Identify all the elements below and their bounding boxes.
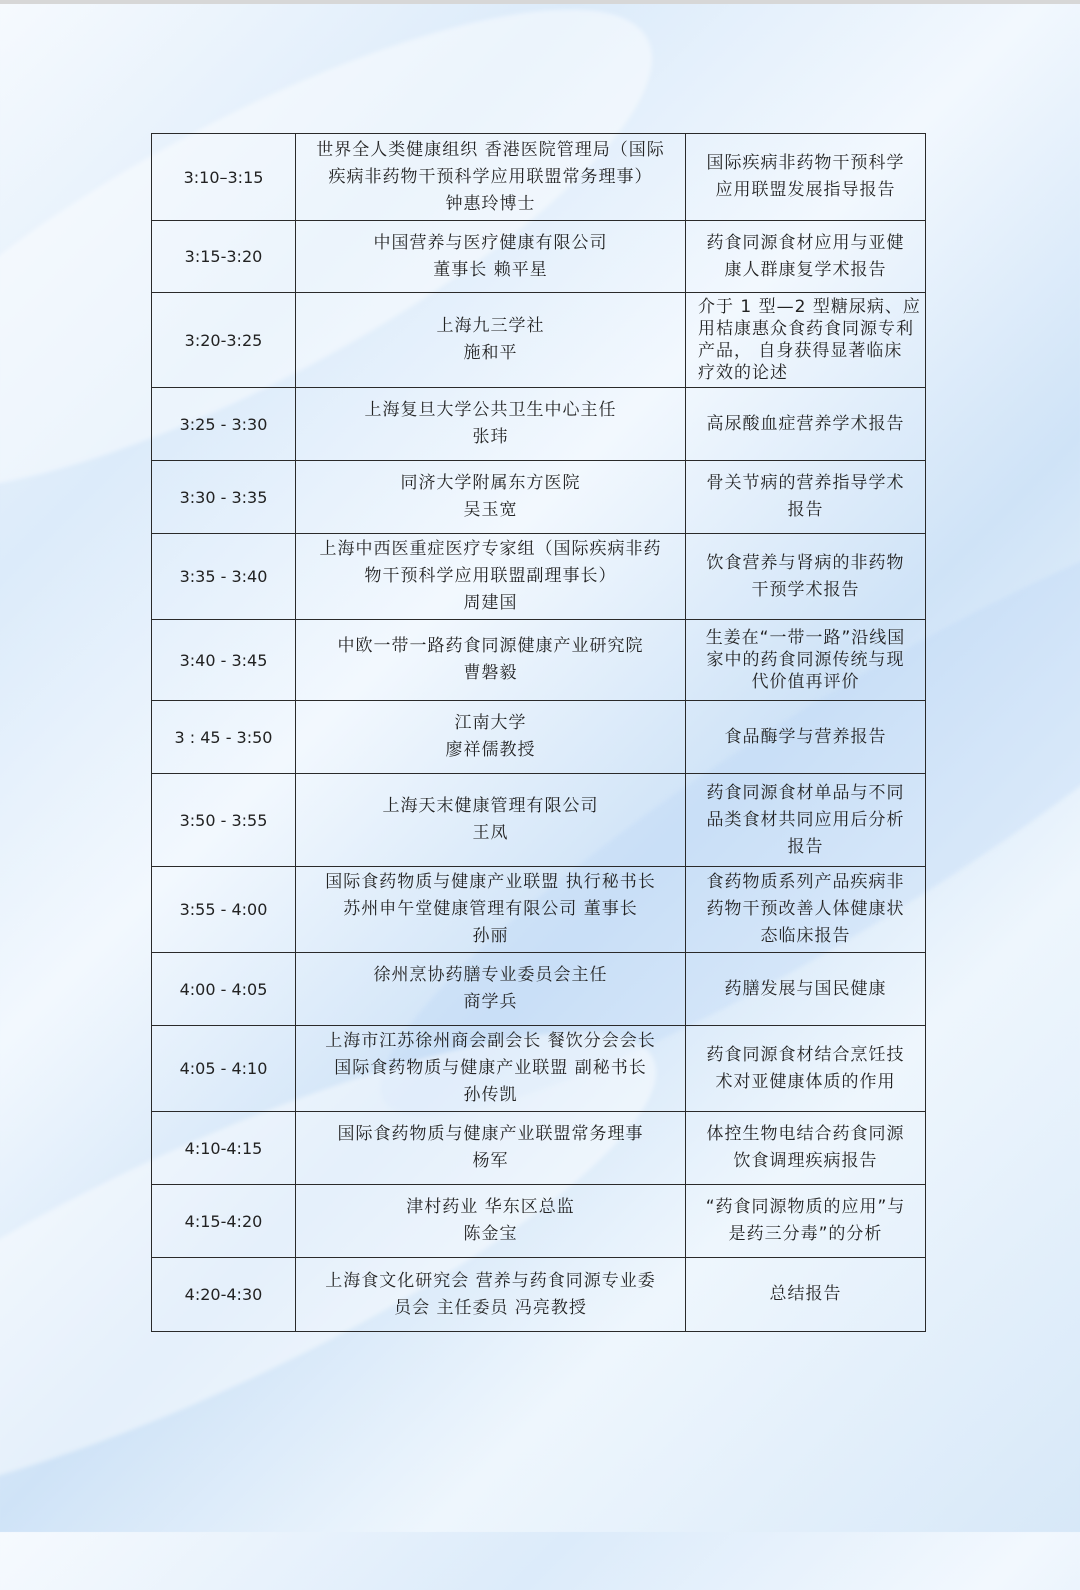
speaker-line: 国际食药物质与健康产业联盟 执行秘书长 [325, 872, 656, 892]
speaker-line: 吴玉宽 [463, 500, 518, 520]
topic-cell [686, 134, 926, 221]
topic-line: 疗效的论述 [698, 363, 788, 383]
speaker-line: 杨军 [472, 1151, 509, 1171]
time-cell: 3:20-3:25 [152, 293, 296, 388]
topic-cell [686, 1185, 926, 1258]
speaker-line: 孙传凯 [463, 1085, 518, 1105]
top-edge-strip [0, 0, 1080, 4]
topic-cell [686, 221, 926, 293]
speaker-cell [296, 293, 686, 388]
time-cell: 3:30 - 3:35 [152, 461, 296, 534]
speaker-line: 商学兵 [463, 992, 518, 1012]
speaker-line: 上海天末健康管理有限公司 [382, 796, 599, 816]
schedule-body [152, 134, 926, 1332]
time-cell: 4:05 - 4:10 [152, 1026, 296, 1112]
topic-line: 总结报告 [769, 1284, 842, 1304]
topic-line: 术对亚健康体质的作用 [715, 1071, 896, 1092]
speaker-line: 孙丽 [472, 926, 509, 946]
speaker-line: 苏州申午堂健康管理有限公司 董事长 [343, 899, 638, 919]
topic-cell [686, 1026, 926, 1112]
speaker-cell [296, 953, 686, 1026]
speaker-line: 上海复旦大学公共卫生中心主任 [364, 400, 617, 420]
speaker-line: 张玮 [472, 427, 509, 447]
table-row [152, 1112, 926, 1185]
topic-line: 食品酶学与营养报告 [724, 726, 887, 747]
speaker-cell [296, 1258, 686, 1332]
table-row [152, 534, 926, 620]
topic-line: “药食同源物质的应用”与 [705, 1197, 906, 1217]
topic-line: 是药三分毒”的分析 [728, 1224, 883, 1244]
topic-line: 态临床报告 [760, 926, 851, 946]
speaker-line: 上海食文化研究会 营养与药食同源专业委 [325, 1270, 656, 1291]
speaker-cell [296, 867, 686, 953]
speaker-line: 中欧一带一路药食同源健康产业研究院 [337, 636, 644, 656]
speaker-line: 同济大学附属东方医院 [400, 473, 581, 493]
topic-line: 生姜在“一带一路”沿线国 [705, 628, 906, 648]
schedule-table [151, 133, 926, 1332]
speaker-line: 员会 主任委员 冯亮教授 [394, 1297, 587, 1318]
table-row [152, 620, 926, 701]
topic-line: 食药物质系列产品疾病非 [706, 872, 905, 892]
table-row [152, 388, 926, 461]
speaker-line: 徐州烹协药膳专业委员会主任 [373, 965, 608, 985]
speaker-cell [296, 134, 686, 221]
topic-line: 干预学术报告 [751, 579, 860, 600]
speaker-line: 施和平 [463, 343, 518, 363]
topic-line: 体控生物电结合药食同源 [706, 1124, 905, 1144]
time-cell: 3:35 - 3:40 [152, 534, 296, 620]
time-cell: 3:15-3:20 [152, 221, 296, 293]
topic-cell [686, 701, 926, 774]
topic-cell [686, 1112, 926, 1185]
table-row [152, 134, 926, 221]
speaker-cell [296, 774, 686, 867]
time-cell: 3 : 45 - 3:50 [152, 701, 296, 774]
speaker-cell [296, 221, 686, 293]
time-cell: 3:10–3:15 [152, 134, 296, 221]
topic-cell [686, 953, 926, 1026]
speaker-cell [296, 620, 686, 701]
time-cell: 3:25 - 3:30 [152, 388, 296, 461]
speaker-line: 上海九三学社 [436, 316, 545, 336]
topic-cell [686, 534, 926, 620]
topic-line: 药食同源食材单品与不同 [706, 782, 905, 803]
time-cell: 4:20-4:30 [152, 1258, 296, 1332]
table-row [152, 461, 926, 534]
topic-line: 康人群康复学术报告 [724, 259, 887, 280]
speaker-line: 上海市江苏徐州商会副会长 餐饮分会会长 [325, 1031, 656, 1051]
speaker-cell [296, 1112, 686, 1185]
topic-line: 骨关节病的营养指导学术 [706, 473, 905, 493]
topic-cell [686, 1258, 926, 1332]
speaker-line: 疾病非药物干预科学应用联盟常务理事） [328, 166, 653, 187]
topic-line: 饮食调理疾病报告 [733, 1151, 878, 1171]
topic-line: 家中的药食同源传统与现 [706, 650, 905, 670]
topic-line: 国际疾病非药物干预科学 [706, 153, 905, 173]
speaker-line: 钟惠玲博士 [445, 193, 536, 214]
table-row [152, 867, 926, 953]
speaker-line: 津村药业 华东区总监 [406, 1197, 575, 1217]
time-cell: 4:10-4:15 [152, 1112, 296, 1185]
table-row [152, 293, 926, 388]
topic-line: 报告 [787, 500, 824, 520]
speaker-line: 国际食药物质与健康产业联盟 副秘书长 [334, 1058, 647, 1078]
speaker-cell [296, 461, 686, 534]
topic-cell [686, 774, 926, 867]
time-cell: 3:55 - 4:00 [152, 867, 296, 953]
time-cell: 3:50 - 3:55 [152, 774, 296, 867]
time-cell: 4:15-4:20 [152, 1185, 296, 1258]
speaker-cell [296, 1026, 686, 1112]
topic-cell [686, 461, 926, 534]
topic-line: 药食同源食材应用与亚健 [706, 232, 905, 253]
topic-line: 高尿酸血症营养学术报告 [706, 413, 905, 434]
speaker-cell [296, 534, 686, 620]
topic-cell [686, 388, 926, 461]
topic-line: 品类食材共同应用后分析 [706, 809, 905, 830]
topic-cell [686, 293, 926, 388]
table-row [152, 701, 926, 774]
table-row [152, 953, 926, 1026]
topic-line: 产品， 自身获得显著临床 [698, 341, 903, 361]
table-row [152, 221, 926, 293]
speaker-line: 中国营养与医疗健康有限公司 [373, 232, 608, 253]
topic-line: 药物干预改善人体健康状 [706, 899, 905, 919]
time-cell: 4:00 - 4:05 [152, 953, 296, 1026]
speaker-line: 上海中西医重症医疗专家组（国际疾病非药 [319, 539, 662, 559]
topic-line: 报告 [787, 836, 824, 857]
topic-line: 介于 1 型—2 型糖尿病、应 [698, 297, 921, 317]
topic-line: 应用联盟发展指导报告 [715, 180, 896, 200]
topic-cell [686, 620, 926, 701]
speaker-line: 物干预科学应用联盟副理事长） [364, 566, 617, 586]
topic-cell [686, 867, 926, 953]
table-row [152, 1258, 926, 1332]
topic-line: 药食同源食材结合烹饪技 [706, 1044, 905, 1065]
speaker-line: 廖祥儒教授 [445, 740, 536, 760]
time-cell: 3:40 - 3:45 [152, 620, 296, 701]
speaker-line: 世界全人类健康组织 香港医院管理局（国际 [316, 139, 665, 160]
topic-line: 饮食营养与肾病的非药物 [706, 552, 905, 573]
speaker-line: 曹磐毅 [463, 663, 518, 683]
topic-line: 药膳发展与国民健康 [724, 978, 887, 999]
table-row [152, 1026, 926, 1112]
speaker-line: 周建国 [463, 593, 518, 613]
speaker-cell [296, 701, 686, 774]
table-row [152, 774, 926, 867]
speaker-line: 陈金宝 [463, 1224, 518, 1244]
topic-line: 代价值再评价 [751, 672, 860, 692]
topic-line: 用桔康惠众食药食同源专利 [698, 319, 914, 339]
speaker-line: 王凤 [472, 823, 509, 843]
speaker-cell [296, 388, 686, 461]
speaker-line: 江南大学 [454, 713, 527, 733]
speaker-cell [296, 1185, 686, 1258]
table-row [152, 1185, 926, 1258]
speaker-line: 国际食药物质与健康产业联盟常务理事 [337, 1124, 644, 1144]
speaker-line: 董事长 赖平星 [433, 259, 548, 280]
